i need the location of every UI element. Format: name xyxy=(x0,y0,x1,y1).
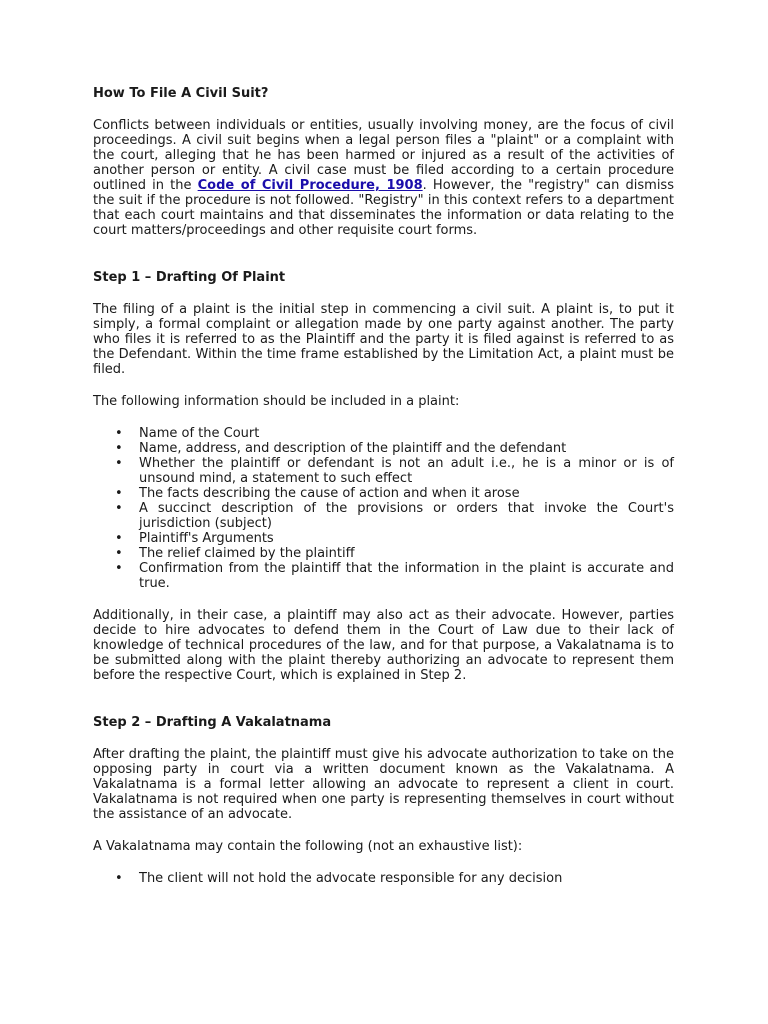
list-item: • Plaintiff's Arguments xyxy=(93,531,674,546)
list-item: • Name of the Court xyxy=(93,426,674,441)
list-item: • Name, address, and description of the plaintiff and the defendant xyxy=(93,441,674,456)
step2-heading: Step 2 – Drafting A Vakalatnama xyxy=(93,715,332,730)
step1-paragraph-2: The following information should be included in a plaint: xyxy=(93,394,460,409)
plaint-info-list xyxy=(93,426,674,591)
step1-paragraph-3: Additionally, in their case, a plaintiff may also act as their advocate. However, parties decide to hire advocates to defend them in the Court of Law due to their lack of knowledge of technical procedures of the law, and for that purpose, a Vakalatnama is to be submitted along with the plaint thereby authorizing an advocate to represent them before the respective Court, which is explained in Step 2. xyxy=(93,608,674,683)
list-item: • Whether the plaintiff or defendant is not an adult i.e., he is a minor or is of unsound mind, a statement to such effect xyxy=(93,456,674,486)
step2-paragraph-1: After drafting the plaint, the plaintiff must give his advocate authorization to take on the opposing party in court via a written document known as the Vakalatnama. A Vakalatnama is a formal letter allowing an advocate to represent a client in court. Vakalatnama is not required when one party is representing themselves in court without the assistance of an advocate. xyxy=(93,747,674,822)
list-item: • Confirmation from the plaintiff that the information in the plaint is accurate and true. xyxy=(93,561,674,591)
list-item: • A succinct description of the provisions or orders that invoke the Court's jurisdiction (subject) xyxy=(93,501,674,531)
step2-paragraph-2: A Vakalatnama may contain the following (not an exhaustive list): xyxy=(93,839,523,854)
document-page xyxy=(93,86,674,886)
intro-paragraph xyxy=(93,118,674,238)
step1-heading: Step 1 – Drafting Of Plaint xyxy=(93,270,286,285)
intro-text-start: Conflicts between individuals or entities, usually involving money, are the focus of civil proceedings. A civil suit begins when a legal person files a "plaint" or a complaint with the court, alleging that he has been harmed or injured as a result of the activities of another person or entity. A civil case must be filed according to a certain procedure outlined in the xyxy=(93,118,674,193)
step1-paragraph-1: The filing of a plaint is the initial step in commencing a civil suit. A plaint is, to put it simply, a formal complaint or allegation made by one party against another. The party who files it is referred to as the Plaintiff and the party it is filed against is referred to as the Defendant. Within the time frame established by the Limitation Act, a plaint must be filed. xyxy=(93,302,674,377)
list-item: • The client will not hold the advocate responsible for any decision xyxy=(93,871,674,886)
document-title: How To File A Civil Suit? xyxy=(93,86,269,101)
vakalatnama-contents-list xyxy=(93,871,674,886)
list-item: • The facts describing the cause of action and when it arose xyxy=(93,486,674,501)
list-item: • The relief claimed by the plaintiff xyxy=(93,546,674,561)
intro-text-end: . However, the "registry" can dismiss the suit if the procedure is not followed. "Registry" in this context refers to a department that each court maintains and that disseminates the information or data relating to the court matters/proceedings and other requisite court forms. xyxy=(93,178,674,238)
code-of-civil-procedure-link[interactable]: Code of Civil Procedure, 1908 xyxy=(197,178,423,193)
